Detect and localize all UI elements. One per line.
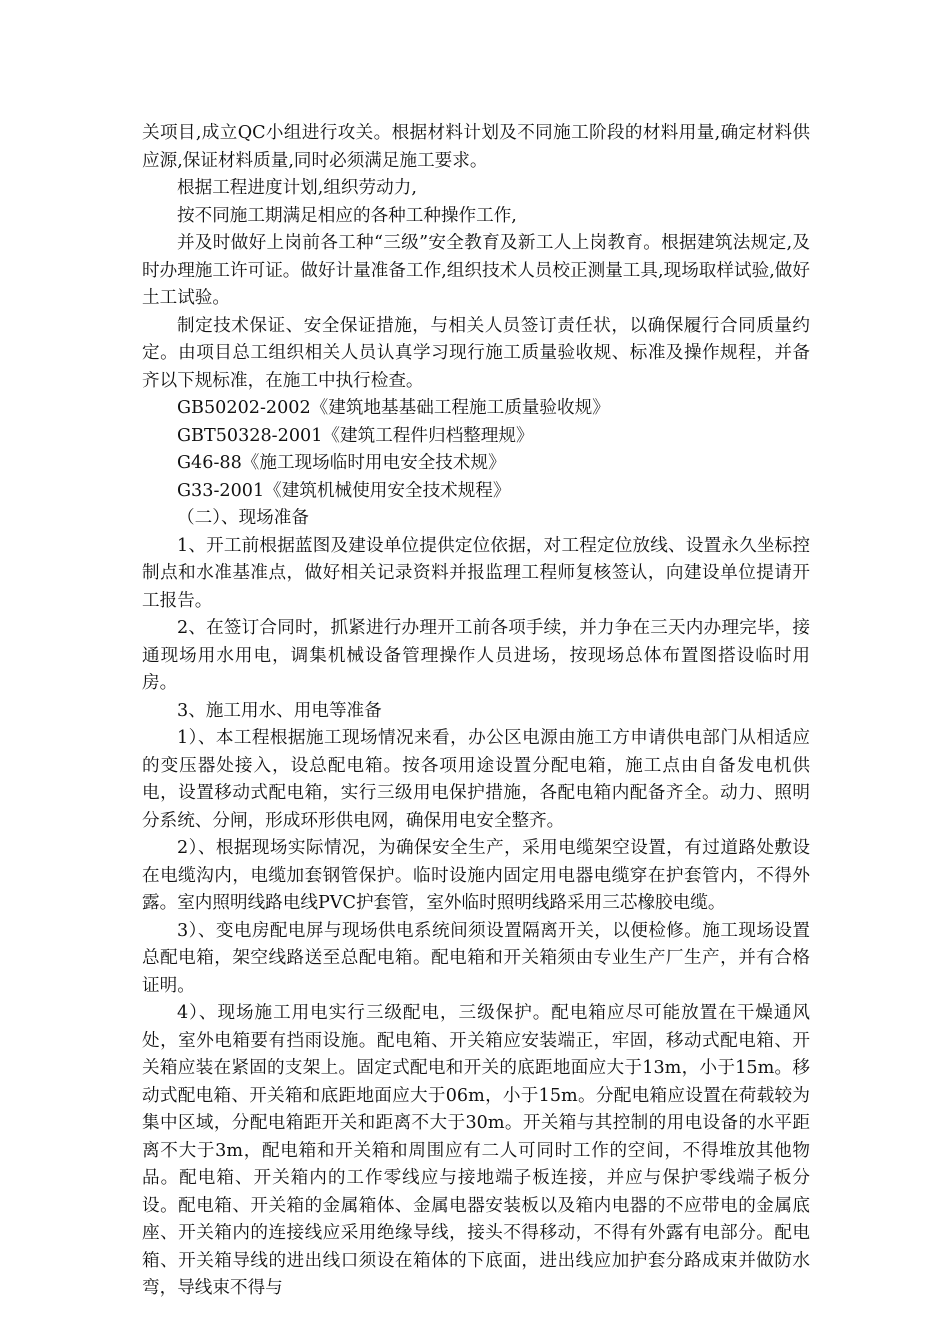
paragraph: 根据工程进度计划,组织劳动力,	[177, 178, 417, 198]
paragraph: 按不同施工期满足相应的各种工种操作工作,	[177, 205, 517, 226]
paragraph: 1）、本工程根据施工现场情况来看，办公区电源由施工方申请供电部门从相适应的变压器处接入，设总配电箱。按各项用途设置分配电箱，施工点由自备发电机供电，设置移动式配电箱，实行三级用电保护措施，各配电箱内配备齐全。动力、照明分系统、分闸，形成环形供电网，确保用电安全整齐。	[142, 728, 810, 831]
paragraph: 关项目,成立QC小组进行攻关。根据材料计划及不同施工阶段的材料用量,确定材料供应源,保证材料质量,同时必须满足施工要求。	[142, 123, 810, 171]
standard-reference: GBT50328-2001《建筑工程件归档整理规》	[177, 425, 534, 446]
paragraph: 2）、根据现场实际情况，为确保安全生产，采用电缆架空设置，有过道路处敷设在电缆沟内，电缆加套钢管保护。临时设施内固定用电器电缆穿在护套管内，不得外露。室内照明线路电线PVC护套管，室外临时照明线路采用三芯橡胶电缆。	[142, 838, 810, 913]
paragraph: 4）、现场施工用电实行三级配电，三级保护。配电箱应尽可能放置在干燥通风处，室外电箱要有挡雨设施。配电箱、开关箱应安装端正，牢固，移动式配电箱、开关箱应装在紧固的支架上。固定式配电和开关的底距地面应大于13m，小于15m。移动式配电箱、开关箱和底距地面应大于06m，小于15m。分配电箱应设置在荷载较为集中区域，分配电箱距开关和距离不大于30m。开关箱与其控制的用电设备的水平距离不大于3m，配电箱和开关箱和周围应有二人可同时工作的空间，不得堆放其他物品。配电箱、开关箱内的工作零线应与接地端子板连接，并应与保护零线端子板分设。配电箱、开关箱的金属箱体、金属电器安装板以及箱内电器的不应带电的金属底座、开关箱内的连接线应采用绝缘导线，接头不得移动，不得有外露有电部分。配电箱、开关箱导线的进出线口须设在箱体的下底面，进出线应加护套分路成束并做防水弯，导线束不得与	[142, 1003, 810, 1298]
section-heading: （二）、现场准备	[177, 508, 309, 528]
paragraph: 3）、变电房配电屏与现场供电系统间须设置隔离开关，以便检修。施工现场设置总配电箱，架空线路送至总配电箱。配电箱和开关箱须由专业生产厂生产，并有合格证明。	[142, 920, 810, 996]
subsection-heading: 3、施工用水、用电等准备	[177, 700, 382, 721]
standard-reference: G33-2001《建筑机械使用安全技术规程》	[177, 480, 511, 501]
paragraph: 1、开工前根据蓝图及建设单位提供定位依据，对工程定位放线、设置永久坐标控制点和水准基准点，做好相关记录资料并报监理工程师复核签认，向建设单位提请开工报告。	[142, 535, 810, 611]
document-body	[142, 120, 810, 1303]
paragraph: 2、在签订合同时，抓紧进行办理开工前各项手续，并力争在三天内办理完毕，接通现场用水用电，调集机械设备管理操作人员进场，按现场总体布置图搭设临时用房。	[142, 618, 810, 693]
paragraph: 并及时做好上岗前各工种“三级”安全教育及新工人上岗教育。根据建筑法规定,及时办理施工许可证。做好计量准备工作,组织技术人员校正测量工具,现场取样试验,做好土工试验。	[142, 233, 810, 308]
standard-reference: GB50202-2002《建筑地基基础工程施工质量验收规》	[177, 398, 610, 418]
paragraph: 制定技术保证、安全保证措施，与相关人员签订责任状，以确保履行合同质量约定。由项目总工组织相关人员认真学习现行施工质量验收规、标准及操作规程，并备齐以下规标准，在施工中执行检查。	[142, 315, 810, 391]
standard-reference: G46-88《施工现场临时用电安全技术规》	[177, 453, 506, 473]
